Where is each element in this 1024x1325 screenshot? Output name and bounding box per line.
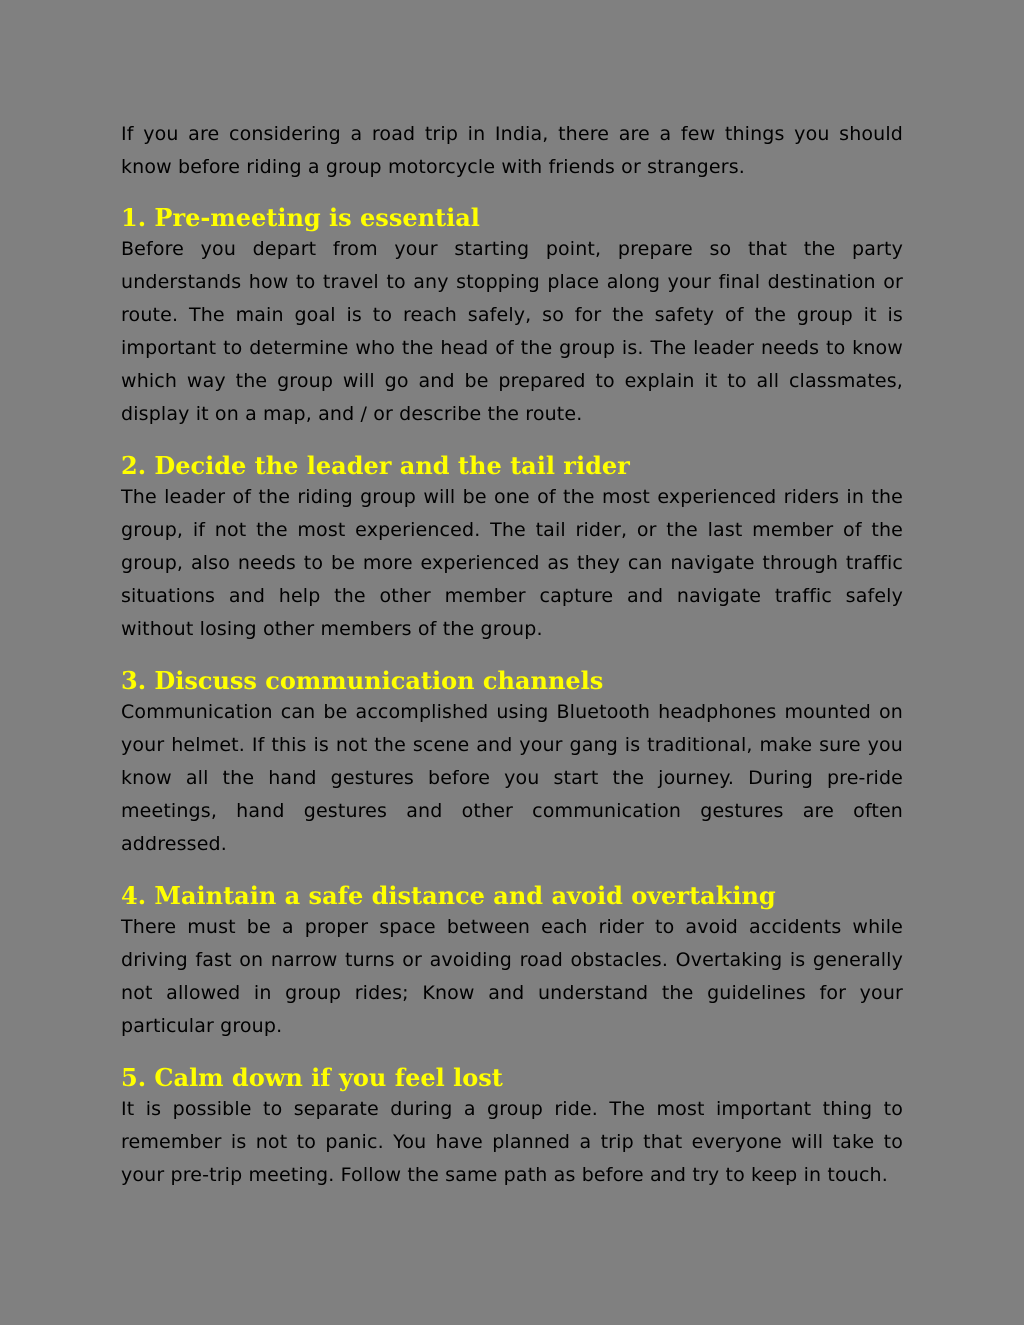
section-pre-meeting: [121, 202, 903, 431]
section-communication: [121, 665, 903, 861]
section-body: It is possible to separate during a group ride. The most important thing to remember is not to panic. You have planned a trip that everyone will take to your pre-trip meeting. Follow the same path as before and try to keep in touch.: [121, 1098, 903, 1186]
section-heading: 5. Calm down if you feel lost: [121, 1063, 503, 1092]
section-heading: 4. Maintain a safe distance and avoid overtaking: [121, 881, 776, 910]
section-heading: 3. Discuss communication channels: [121, 666, 604, 695]
section-body: Communication can be accomplished using Bluetooth headphones mounted on your helmet. If this is not the scene and your gang is traditional, make sure you know all the hand gestures before you start the journey. During pre-ride meetings, hand gestures and other communication gestures are often addressed.: [121, 701, 903, 855]
document-page: [121, 118, 903, 1211]
section-body: The leader of the riding group will be one of the most experienced riders in the group, if not the most experienced. The tail rider, or the last member of the group, also needs to be more experienced as they can navigate through traffic situations and help the other member capture and navigate traffic safely without losing other members of the group.: [121, 486, 903, 640]
section-heading: 1. Pre-meeting is essential: [121, 203, 480, 232]
section-calm-down: [121, 1062, 903, 1192]
section-leader-tail-rider: [121, 450, 903, 646]
section-heading: 2. Decide the leader and the tail rider: [121, 451, 630, 480]
section-body: There must be a proper space between each rider to avoid accidents while driving fast on narrow turns or avoiding road obstacles. Overtaking is generally not allowed in group rides; Know and understand the guidelines for your particular group.: [121, 916, 903, 1037]
section-body: Before you depart from your starting point, prepare so that the party understands how to travel to any stopping place along your final destination or route. The main goal is to reach safely, so for the safety of the group it is important to determine who the head of the group is. The leader needs to know which way the group will go and be prepared to explain it to all classmates, display it on a map, and / or describe the route.: [121, 238, 903, 425]
section-safe-distance: [121, 880, 903, 1043]
intro-paragraph: If you are considering a road trip in India, there are a few things you should know before riding a group motorcycle with friends or strangers.: [121, 123, 903, 178]
